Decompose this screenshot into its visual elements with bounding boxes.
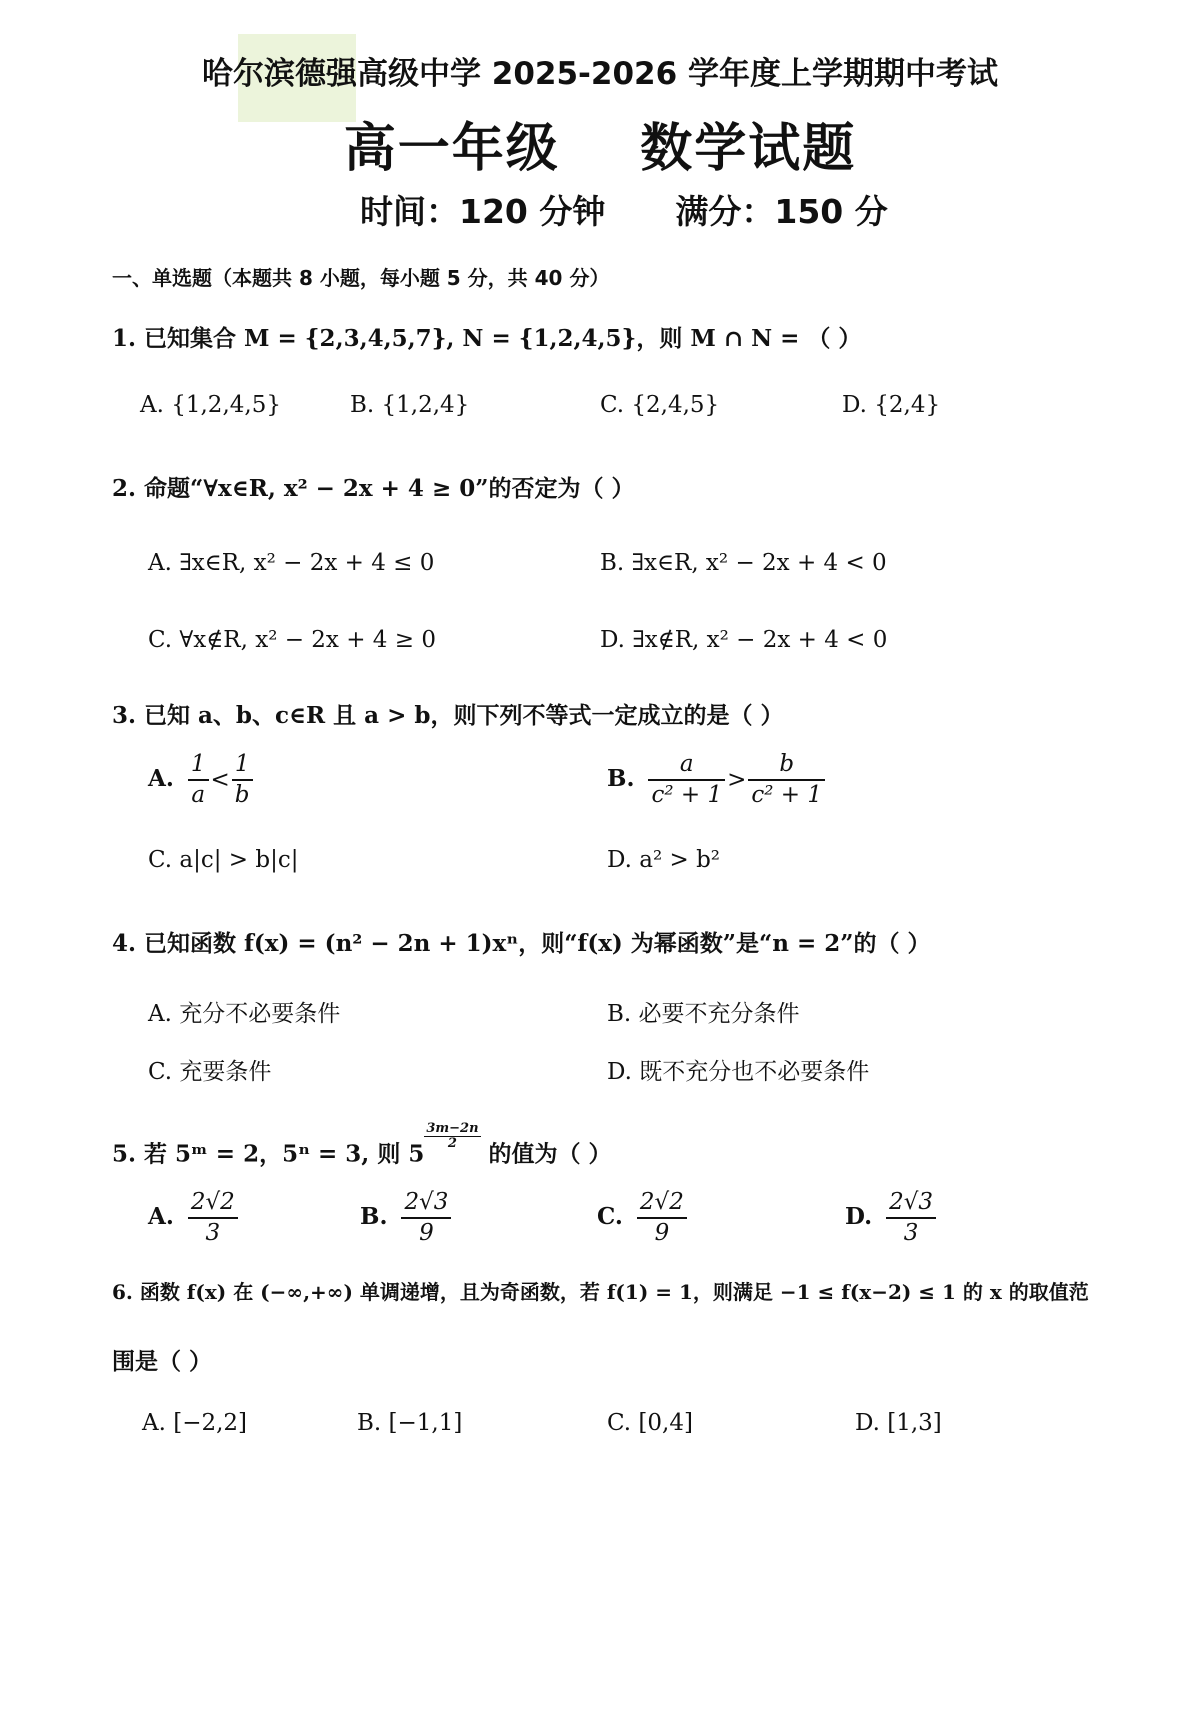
- question-3-option-c: C. a|c| > b|c|: [148, 847, 299, 873]
- numerator: a: [648, 752, 725, 781]
- question-5-option-a: [148, 1190, 238, 1247]
- question-3-option-b: [607, 752, 825, 809]
- question-1-option-d: D. {2,4}: [842, 392, 941, 418]
- exam-meta: [360, 186, 888, 233]
- denominator: 9: [419, 1220, 434, 1247]
- denominator: 3: [903, 1220, 919, 1247]
- fraction: [188, 752, 209, 809]
- question-6-option-d: D. [1,3]: [855, 1410, 942, 1436]
- fraction: [232, 752, 253, 809]
- fraction: [401, 1190, 451, 1247]
- question-6-stem-line-1: 6. 函数 f(x) 在 (−∞,+∞) 单调递增，且为奇函数，若 f(1) = 1，则满足 −1 ≤ f(x−2) ≤ 1 的 x 的取值范: [112, 1280, 1089, 1304]
- question-1-option-a: A. {1,2,4,5}: [140, 392, 281, 418]
- fraction: [637, 1190, 687, 1247]
- power-base: 5: [408, 1140, 425, 1168]
- denominator: c² + 1: [751, 782, 823, 809]
- question-6-option-a: A. [−2,2]: [142, 1410, 248, 1436]
- option-letter: B.: [607, 765, 635, 793]
- denominator: 9: [654, 1220, 670, 1247]
- option-letter: A.: [148, 1203, 174, 1231]
- option-letter: B.: [360, 1203, 388, 1231]
- fraction: [648, 752, 725, 809]
- question-3-stem: 3. 已知 a、b、c∈R 且 a > b，则下列不等式一定成立的是（ ）: [112, 702, 784, 729]
- score-label: 满分：150 分: [675, 192, 888, 231]
- question-5-option-c: [597, 1190, 687, 1247]
- denominator: a: [191, 782, 206, 809]
- numerator: 2√3: [886, 1190, 936, 1219]
- question-6-option-b: B. [−1,1]: [357, 1410, 463, 1436]
- exam-title: 高一年级 数学试题: [343, 119, 857, 179]
- denominator: 2: [447, 1136, 457, 1152]
- numerator: 1: [232, 752, 253, 781]
- question-1-option-c: C. {2,4,5}: [600, 392, 720, 418]
- numerator: 2√2: [188, 1190, 238, 1219]
- question-1-stem: 1. 已知集合 M = {2,3,4,5,7}, N = {1,2,4,5}，则 M ∩ N = （ ）: [112, 325, 862, 352]
- school-title: 哈尔滨德强高级中学 2025-2026 学年度上学期期中考试: [201, 56, 998, 92]
- time-label: 时间：120 分钟: [360, 192, 606, 231]
- question-5-stem: [112, 1122, 612, 1168]
- question-4-option-c: C. 充要条件: [148, 1059, 272, 1085]
- numerator: b: [748, 752, 825, 781]
- question-1-option-b: B. {1,2,4}: [350, 392, 470, 418]
- question-4-option-a: A. 充分不必要条件: [148, 1001, 341, 1027]
- denominator: 3: [205, 1220, 221, 1247]
- fraction: [188, 1190, 238, 1247]
- numerator: 1: [188, 752, 209, 781]
- option-letter: A.: [148, 765, 174, 793]
- section-header: 一、单选题（本题共 8 小题，每小题 5 分，共 40 分）: [112, 266, 610, 290]
- fraction: [748, 752, 825, 809]
- question-3-option-a: [148, 752, 253, 809]
- question-5-option-d: [845, 1190, 936, 1247]
- relation: >: [727, 767, 747, 794]
- question-2-stem: 2. 命题“∀x∈R, x² − 2x + 4 ≥ 0”的否定为（ ）: [112, 475, 635, 502]
- question-6-option-c: C. [0,4]: [607, 1410, 693, 1436]
- option-letter: C.: [597, 1203, 623, 1231]
- question-4-stem: 4. 已知函数 f(x) = (n² − 2n + 1)xⁿ，则“f(x) 为幂函数”是“n = 2”的（ ）: [112, 930, 931, 957]
- numerator: 2√2: [637, 1190, 687, 1219]
- question-2-option-c: C. ∀x∉R, x² − 2x + 4 ≥ 0: [148, 627, 436, 653]
- question-3-option-d: D. a² > b²: [607, 847, 721, 873]
- power-exponent: [424, 1122, 480, 1152]
- fraction: [886, 1190, 936, 1247]
- question-2-option-a: A. ∃x∈R, x² − 2x + 4 ≤ 0: [148, 550, 435, 576]
- numerator: 3m−2n: [426, 1121, 479, 1136]
- numerator: 2√3: [401, 1190, 451, 1219]
- option-letter: D.: [845, 1203, 873, 1231]
- denominator: c² + 1: [651, 782, 723, 809]
- question-5-option-b: [360, 1190, 451, 1247]
- question-2-option-b: B. ∃x∈R, x² − 2x + 4 < 0: [600, 550, 887, 576]
- question-2-option-d: D. ∃x∉R, x² − 2x + 4 < 0: [600, 627, 888, 653]
- question-6-stem-line-2: 围是（ ）: [112, 1348, 213, 1375]
- question-4-option-b: B. 必要不充分条件: [607, 1001, 800, 1027]
- relation: <: [210, 767, 230, 794]
- stem-suffix: 的值为（ ）: [480, 1140, 612, 1168]
- stem-prefix: 5. 若 5ᵐ = 2，5ⁿ = 3, 则: [112, 1140, 409, 1168]
- denominator: b: [234, 782, 250, 809]
- question-4-option-d: D. 既不充分也不必要条件: [607, 1059, 870, 1085]
